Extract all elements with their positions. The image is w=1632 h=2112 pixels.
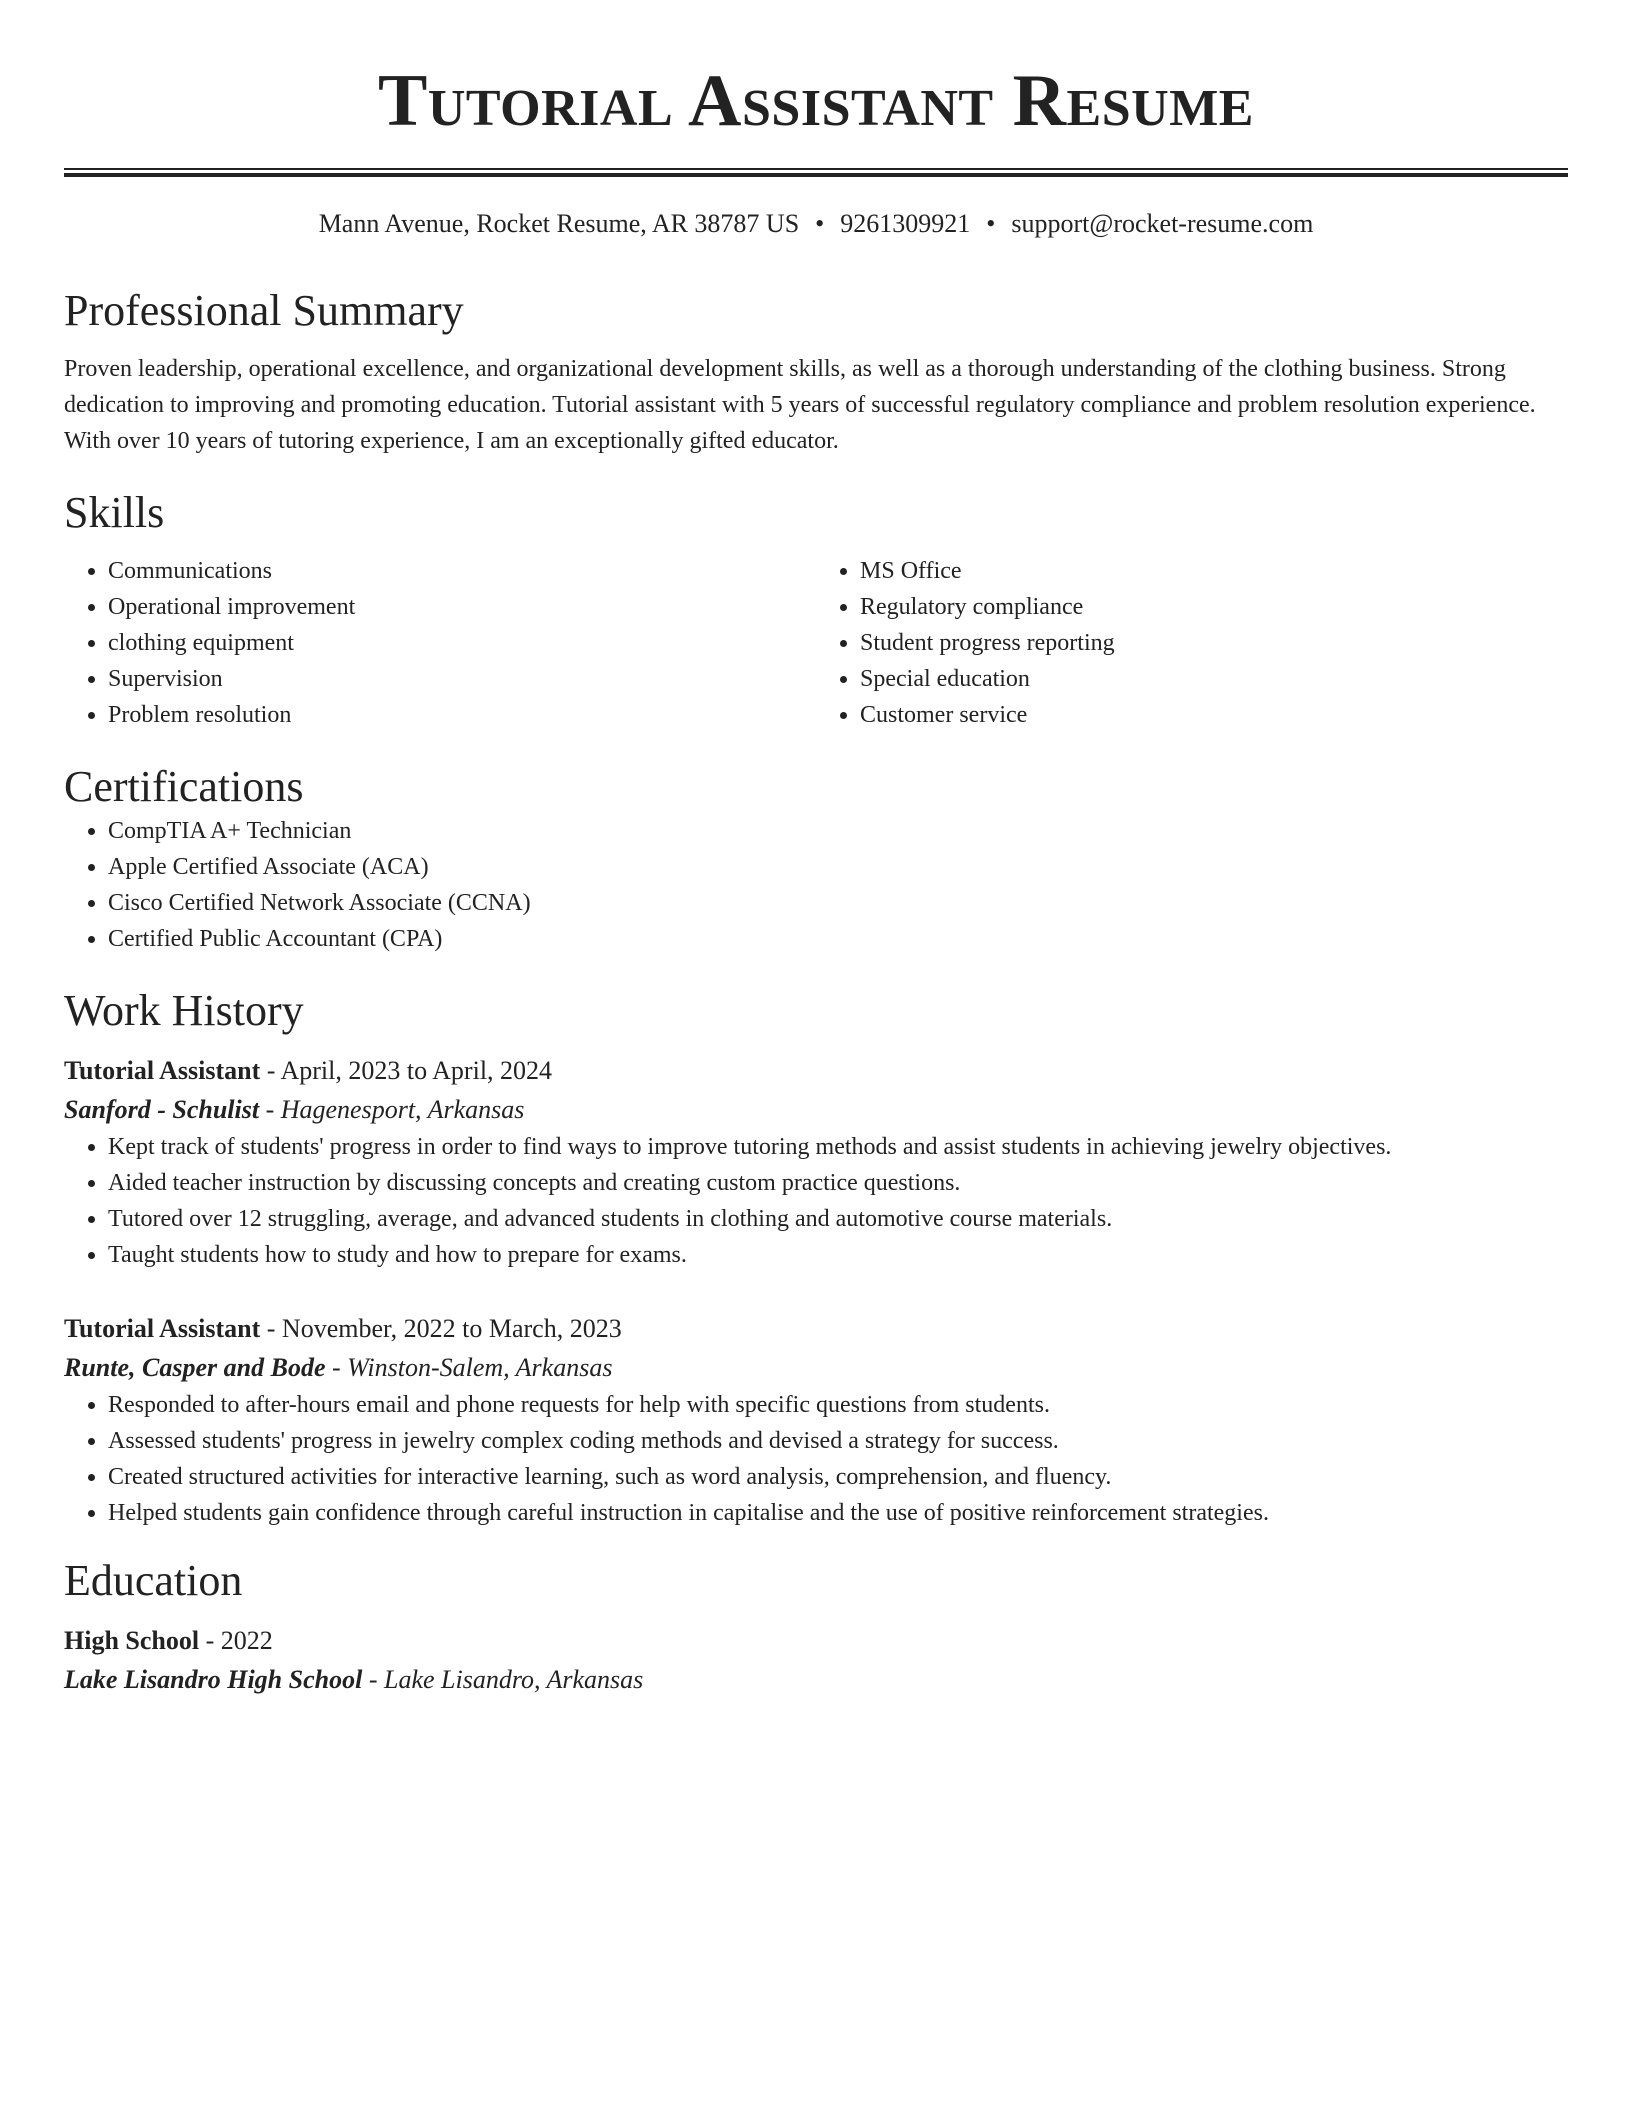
job-title-line <box>64 1309 1568 1349</box>
certification-item: • CompTIA A+ Technician <box>108 813 1568 849</box>
job-company: Sanford - Schulist <box>64 1095 260 1124</box>
certifications-heading: Certifications <box>64 762 304 811</box>
skill-item: • Customer service <box>860 697 1568 733</box>
certifications-list <box>64 813 1568 957</box>
resume-title: Tutorial Assistant Resume <box>378 60 1254 142</box>
summary-text: Proven leadership, operational excellence, and organizational development skills, as well as a thorough understanding of the clothing business. Strong dedication to improving and promoting education. Tutorial assistant with 5 years of successful regulatory compliance and problem resolution experience. With over 10 years of tutoring experience, I am an exceptionally gifted educator. <box>64 356 1536 454</box>
education-year: - 2022 <box>199 1626 273 1655</box>
job-dates: - November, 2022 to March, 2023 <box>260 1314 622 1343</box>
job-duty: • Tutored over 12 struggling, average, and advanced students in clothing and automotive course materials. <box>108 1201 1568 1237</box>
skill-item: • Communications <box>108 553 816 589</box>
education-degree: High School <box>64 1626 200 1655</box>
job-location: - Hagenesport, Arkansas <box>259 1095 525 1124</box>
job-company: Runte, Casper and Bode <box>64 1353 326 1382</box>
job-company-line <box>64 1091 1568 1129</box>
job-title: Tutorial Assistant <box>64 1056 261 1085</box>
job-duty: • Assessed students' progress in jewelry complex coding methods and devised a strategy for success. <box>108 1423 1568 1459</box>
skill-item: • clothing equipment <box>108 625 816 661</box>
skill-item: • Special education <box>860 661 1568 697</box>
skills-column-left <box>64 553 816 733</box>
skill-item: • Supervision <box>108 661 816 697</box>
work-history-heading: Work History <box>64 986 304 1035</box>
job-duties <box>64 1129 1568 1273</box>
certification-item: • Apple Certified Associate (ACA) <box>108 849 1568 885</box>
contact-address: Mann Avenue, Rocket Resume, AR 38787 US <box>318 209 800 238</box>
job-location: - Winston-Salem, Arkansas <box>325 1353 613 1382</box>
education-degree-line <box>64 1621 1568 1661</box>
skill-item: • Problem resolution <box>108 697 816 733</box>
job-dates: - April, 2023 to April, 2024 <box>260 1056 553 1085</box>
education-location: - Lake Lisandro, Arkansas <box>362 1665 644 1694</box>
job-duty: • Aided teacher instruction by discussing concepts and creating custom practice questions. <box>108 1165 1568 1201</box>
skills-heading: Skills <box>64 488 165 537</box>
job-duty: • Kept track of students' progress in order to find ways to improve tutoring methods and assist students in achieving jewelry objectives. <box>108 1129 1568 1165</box>
job-duties <box>64 1387 1568 1531</box>
job-duty: • Responded to after-hours email and phone requests for help with specific questions from students. <box>108 1387 1568 1423</box>
skill-item: • Regulatory compliance <box>860 589 1568 625</box>
skill-item: • MS Office <box>860 553 1568 589</box>
education-heading: Education <box>64 1556 243 1605</box>
contact-separator: • <box>815 209 825 238</box>
contact-separator: • <box>986 209 996 238</box>
skill-item: • Student progress reporting <box>860 625 1568 661</box>
contact-line <box>64 207 1568 241</box>
job-title-line <box>64 1051 1568 1091</box>
job-entry <box>64 1051 1568 1273</box>
certification-item: • Certified Public Accountant (CPA) <box>108 921 1568 957</box>
job-duty: • Helped students gain confidence through careful instruction in capitalise and the use of positive reinforcement strategies. <box>108 1495 1568 1531</box>
summary-heading: Professional Summary <box>64 286 464 335</box>
job-entry <box>64 1309 1568 1531</box>
education-school: Lake Lisandro High School <box>64 1665 363 1694</box>
contact-phone: 9261309921 <box>840 209 971 238</box>
skill-item: • Operational improvement <box>108 589 816 625</box>
education-school-line <box>64 1661 1568 1699</box>
certification-item: • Cisco Certified Network Associate (CCNA) <box>108 885 1568 921</box>
skills-column-right <box>816 553 1568 733</box>
contact-email: support@rocket-resume.com <box>1011 209 1314 238</box>
job-title: Tutorial Assistant <box>64 1314 261 1343</box>
job-duty: • Taught students how to study and how to prepare for exams. <box>108 1237 1568 1273</box>
job-duty: • Created structured activities for interactive learning, such as word analysis, comprehension, and fluency. <box>108 1459 1568 1495</box>
title-divider <box>64 168 1568 177</box>
skills-grid <box>64 553 1568 733</box>
job-company-line <box>64 1349 1568 1387</box>
education-entry <box>64 1621 1568 1699</box>
